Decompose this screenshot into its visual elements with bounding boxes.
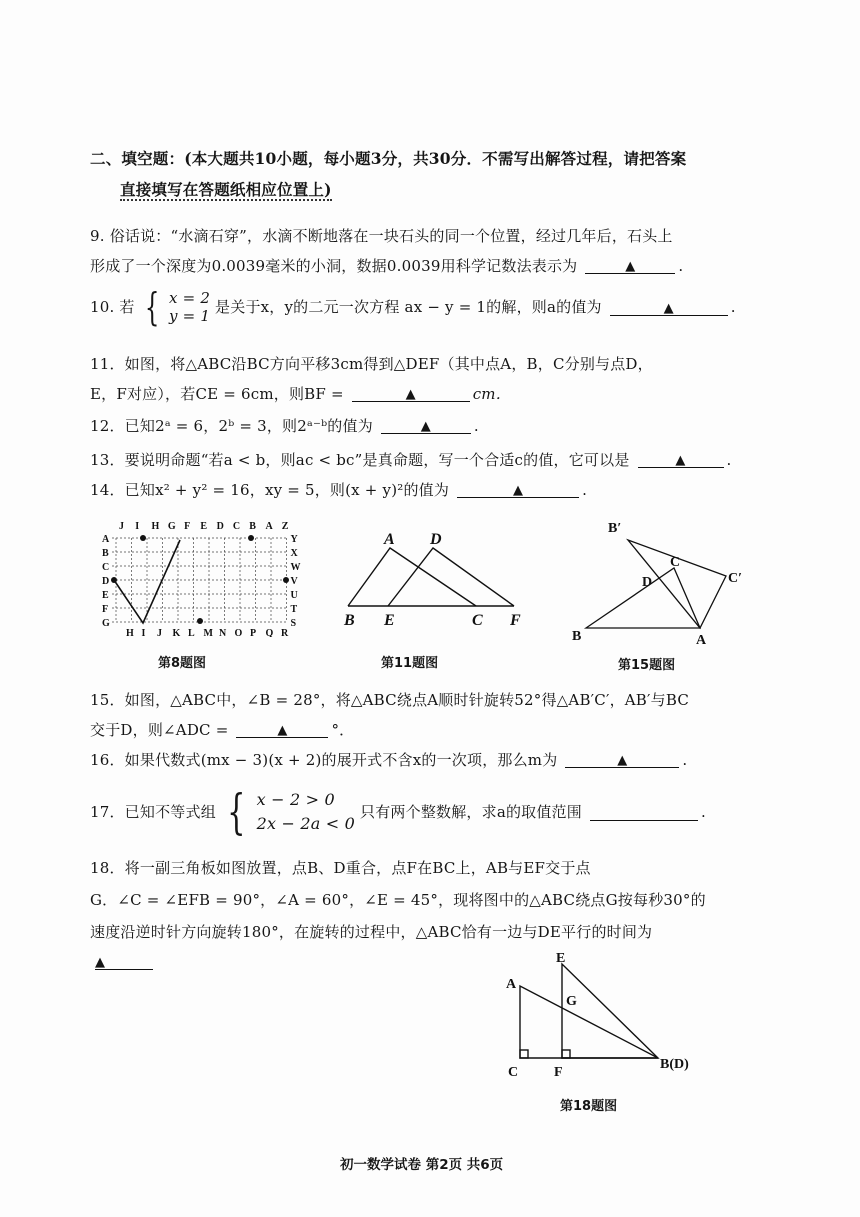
label-c: C [670, 555, 681, 570]
section-instruction-line2 [120, 180, 332, 200]
grid-left-label: B [102, 548, 109, 559]
grid-right-label: S [290, 618, 297, 629]
label-f: F [510, 612, 521, 629]
figure-8-point [111, 577, 117, 583]
grid-right-label: Y [290, 534, 298, 545]
grid-right-label: W [290, 562, 301, 573]
answer-mark-icon: ▲ [420, 419, 431, 434]
figure-18-svg [500, 948, 710, 1088]
system-brace-icon: { [227, 784, 246, 840]
figure-11-caption: 第11题图 [381, 656, 439, 671]
right-angle-c [520, 1050, 528, 1058]
answer-blank [457, 480, 579, 498]
answer-blank [590, 803, 698, 821]
grid-bottom-label: J [157, 628, 162, 637]
grid-left-label: E [102, 590, 109, 601]
q10-number: 10. 若 [90, 298, 135, 316]
figure-8 [96, 517, 306, 641]
answer-blank [585, 256, 675, 274]
label-b: B [572, 629, 582, 644]
system-brace-icon: { [144, 285, 160, 329]
answer-mark-icon: ▲ [95, 955, 106, 970]
q11-line1 [90, 354, 653, 374]
q13: 13．要说明命题“若a < b，则ac < bc”是真命题，写一个合适c的值，它可以是 ▲ . [90, 451, 732, 469]
grid-top-label: C [232, 521, 241, 532]
figure-15 [566, 518, 756, 652]
answer-blank [381, 416, 471, 434]
grid-left-label: G [102, 618, 110, 629]
answer-blank [95, 952, 153, 970]
answer-blank [565, 750, 679, 768]
q17-number: 17．已知不等式组 [90, 803, 216, 821]
section-instruction-text: 直接填写在答题纸相应位置上) [120, 180, 332, 199]
q12-text: 12．已知2ᵃ = 6，2ᵇ = 3，则2ᵃ⁻ᵇ的值为 [90, 417, 373, 435]
grid-left-label: C [102, 562, 110, 573]
grid-right-label: X [290, 548, 298, 559]
section-instruction-line1: (本大题共10小题，每小题3分，共30分．不需写出解答过程，请把答案 [184, 149, 687, 168]
grid-top-label: A [265, 521, 273, 532]
triangle-def [388, 548, 514, 606]
grid-bottom-label: P [250, 628, 257, 637]
grid-bottom-label: Q [265, 628, 274, 637]
answer-mark-icon: ▲ [663, 301, 674, 316]
label-bd: B(D) [660, 1057, 689, 1072]
q11-line2 [90, 384, 511, 404]
figure-18-caption: 第18题图 [560, 1099, 618, 1114]
q18-line3 [90, 922, 652, 942]
q14-text: 14．已知x² + y² = 16，xy = 5，则(x + y)²的值为 [90, 481, 450, 499]
grid-bottom-label: N [219, 628, 227, 637]
label-b-prime: B′ [608, 521, 622, 536]
label-d: D [642, 575, 653, 590]
label-c-prime: C′ [728, 571, 743, 586]
section-title: 二、填空题： [90, 149, 185, 168]
q17-ineq2: 2x − 2a < 0 [256, 814, 356, 833]
answer-blank [352, 384, 470, 402]
q12: 12．已知2ᵃ = 6，2ᵇ = 3，则2ᵃ⁻ᵇ的值为 ▲ . [90, 417, 479, 435]
grid-top-label: F [184, 521, 191, 532]
grid-right-label: T [290, 604, 298, 615]
grid-bottom-label: R [281, 628, 289, 637]
grid-left-label: D [102, 576, 110, 587]
q13-text: 13．要说明命题“若a < b，则ac < bc”是真命题，写一个合适c的值，它可以是 [90, 451, 630, 469]
grid-top-label: H [151, 521, 160, 532]
grid-bottom-label: O [234, 628, 243, 637]
label-a: A [506, 977, 517, 992]
figure-15-svg [566, 518, 756, 648]
q9-line1 [90, 226, 673, 246]
q9-line2: 形成了一个深度为0.0039毫米的小洞，数据0.0039用科学记数法表示为 ▲ . [90, 257, 684, 275]
q15-text1: 15．如图，△ABC中，∠B = 28°，将△ABC绕点A顺时针旋转52°得△AB′C′，AB′与BC [90, 691, 690, 709]
q18-text3: 速度沿逆时针方向旋转180°，在旋转的过程中，△ABC恰有一边与DE平行的时间为 [90, 923, 653, 941]
answer-mark-icon: ▲ [617, 753, 628, 768]
label-f: F [554, 1065, 563, 1080]
q10-eq2: y = 1 [168, 307, 211, 325]
figure-11 [338, 528, 538, 642]
grid-top-label: I [135, 521, 140, 532]
label-c: C [508, 1065, 519, 1080]
q18-text2: G．∠C = ∠EFB = 90°，∠A = 60°，∠E = 45°，现将图中的△ABC绕点G按每秒30°的 [90, 891, 706, 909]
triangle-abc [348, 548, 476, 606]
q9-text1: 俗话说：“水滴石穿”，水滴不断地落在一块石头的同一个位置，经过几年后，石头上 [109, 227, 673, 245]
triangle-abc [520, 986, 658, 1058]
grid-left-label: F [102, 604, 109, 615]
figure-8-caption: 第8题图 [158, 656, 207, 671]
q10-eq1: x = 2 [168, 289, 211, 307]
grid-bottom-label: L [188, 628, 195, 637]
figure-8-grid [96, 517, 306, 637]
q17-text: 只有两个整数解，求a的取值范围 [360, 803, 582, 821]
q11-unit: cm． [472, 385, 511, 403]
q15-unit: °． [331, 721, 355, 739]
answer-mark-icon: ▲ [512, 483, 524, 498]
grid-top-label: E [200, 521, 208, 532]
answer-mark-icon: ▲ [405, 387, 416, 402]
grid-bottom-label: M [203, 628, 213, 637]
label-e: E [384, 612, 395, 629]
q15-line2 [90, 720, 354, 740]
q10-system [169, 289, 210, 325]
q18-text1: 18．将一副三角板如图放置，点B、D重合，点F在BC上，AB与EF交于点 [90, 859, 591, 877]
section-heading [90, 149, 686, 169]
q15-text2: 交于D，则∠ADC = [90, 721, 229, 739]
q11-text1: 11．如图，将△ABC沿BC方向平移3cm得到△DEF（其中点A，B，C分别与点D， [90, 355, 653, 373]
label-c: C [472, 612, 483, 629]
answer-blank [236, 720, 328, 738]
grid-top-label: G [167, 521, 176, 532]
figure-15-caption: 第15题图 [618, 658, 676, 673]
grid-left-label: A [102, 534, 110, 545]
q9-text2: 形成了一个深度为0.0039毫米的小洞，数据0.0039用科学记数法表示为 [90, 257, 578, 275]
figure-8-point [283, 577, 289, 583]
grid-right-label: V [290, 576, 298, 587]
q18-line1 [90, 858, 591, 878]
answer-blank [638, 450, 724, 468]
grid-bottom-label: H [126, 628, 134, 637]
label-b: B [344, 612, 355, 629]
q17-system [257, 788, 355, 836]
q10: 10. 若 { x = 2 y = 1 是关于x，y的二元一次方程 ax − y = 1的解，则a的值为 ▲ . [90, 285, 736, 329]
label-e: E [556, 951, 566, 966]
q17-ineq1: x − 2 > 0 [256, 790, 335, 809]
answer-blank [610, 298, 728, 316]
q18-answer [92, 952, 156, 972]
answer-mark-icon: ▲ [675, 453, 686, 468]
figure-8-point [248, 535, 254, 541]
figure-8-point [140, 535, 146, 541]
q15-line1 [90, 690, 689, 710]
q14: 14．已知x² + y² = 16，xy = 5，则(x + y)²的值为 ▲ . [90, 481, 588, 499]
label-g: G [566, 994, 577, 1009]
figure-11-svg [338, 528, 538, 638]
grid-top-label: Z [281, 521, 289, 532]
grid-bottom-label: I [141, 628, 146, 637]
answer-mark-icon: ▲ [277, 723, 288, 738]
triangle-def [562, 964, 658, 1058]
q9-number: 9. [90, 227, 105, 245]
answer-mark-icon: ▲ [625, 259, 636, 274]
q11-text2: E，F对应），若CE = 6cm，则BF = [90, 385, 344, 403]
page-footer: 初一数学试卷 第2页 共6页 [340, 1157, 504, 1173]
label-a: A [696, 633, 707, 648]
grid-right-label: U [290, 590, 298, 601]
figure-18 [500, 948, 710, 1092]
label-a: A [384, 531, 395, 548]
label-d: D [430, 531, 442, 548]
q18-line2 [90, 890, 706, 910]
q16: 16．如果代数式(mx − 3)(x + 2)的展开式不含x的一次项，那么m为 ▲ . [90, 751, 688, 769]
grid-top-label: B [249, 521, 256, 532]
grid-bottom-label: K [172, 628, 181, 637]
q16-text: 16．如果代数式(mx − 3)(x + 2)的展开式不含x的一次项，那么m为 [90, 751, 558, 769]
grid-top-label: D [216, 521, 224, 532]
q17: 17．已知不等式组 { x − 2 > 0 2x − 2a < 0 只有两个整数解，求a的取值范围 . [90, 784, 706, 840]
right-angle-f [562, 1050, 570, 1058]
q10-text: 是关于x，y的二元一次方程 ax − y = 1的解，则a的值为 [215, 298, 602, 316]
grid-top-label: J [119, 521, 124, 532]
figure-8-point [197, 618, 203, 624]
